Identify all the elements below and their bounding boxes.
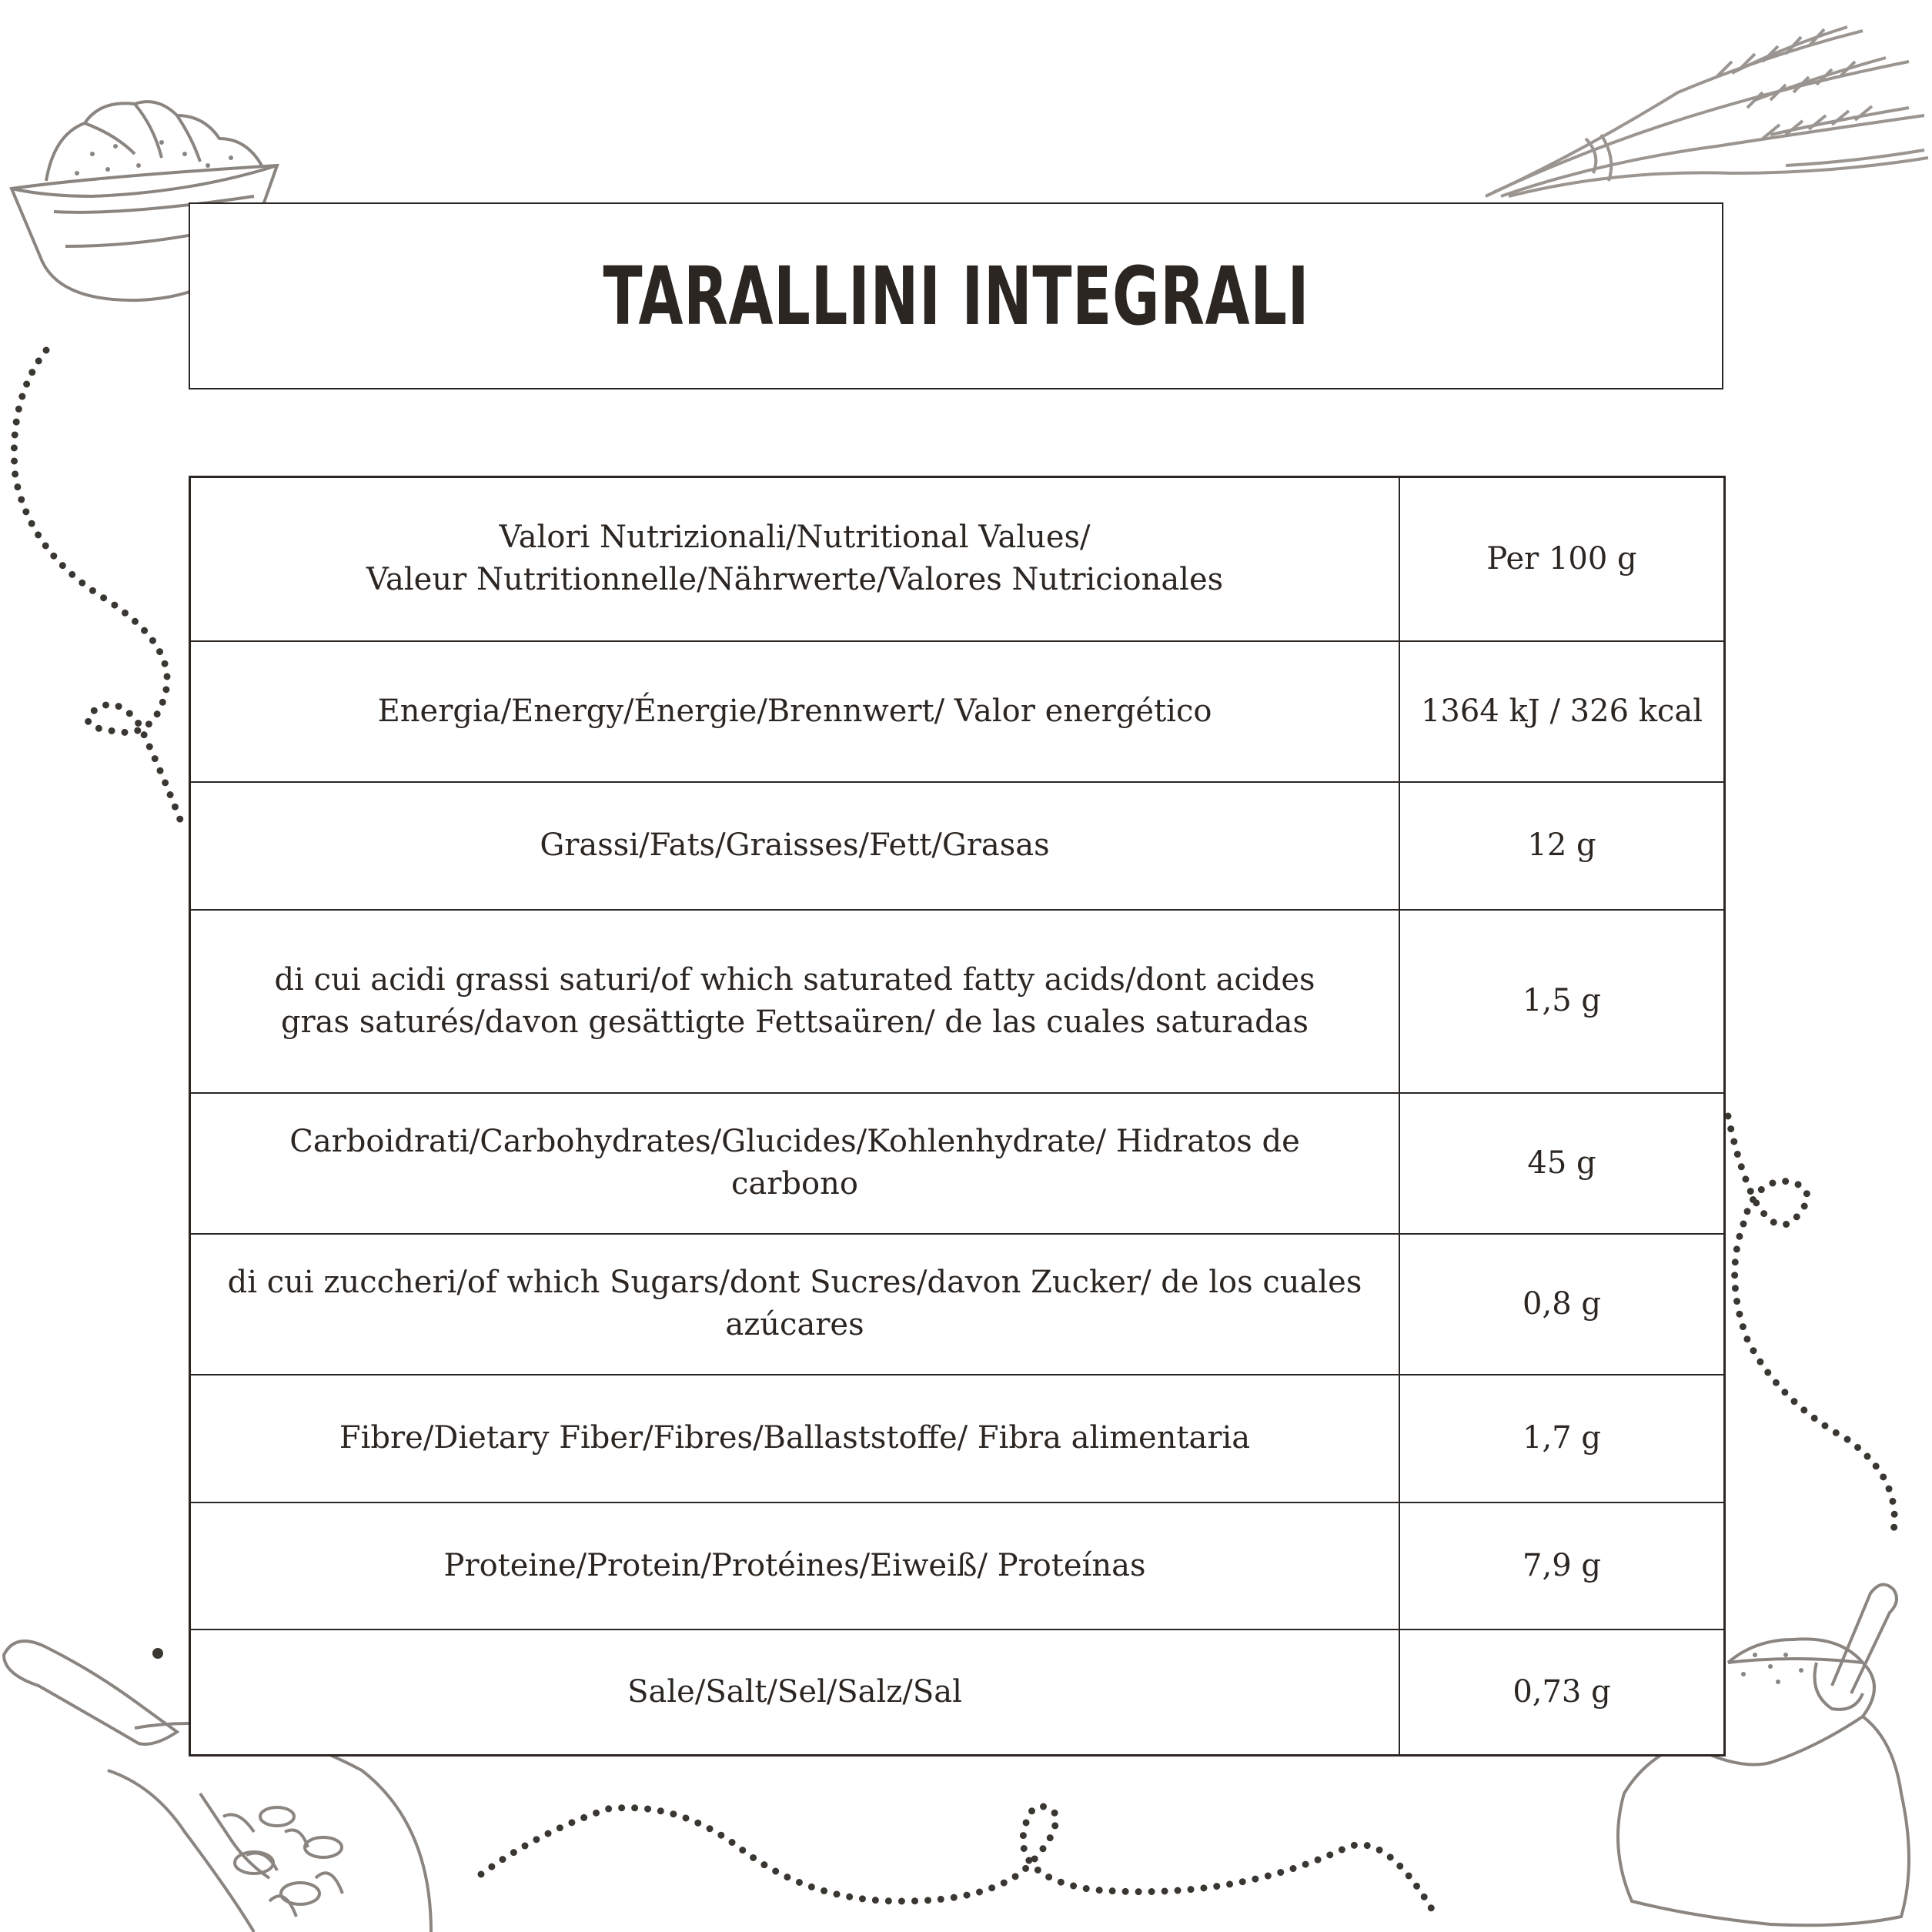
header-label-line-2: Valeur Nutritionnelle/Nährwerte/Valores Nutricionales [366,562,1224,598]
nutrient-label: di cui zuccheri/of which Sugars/dont Sucres/davon Zucker/ de los cuales azúcares [190,1234,1400,1375]
nutrient-label: Proteine/Protein/Protéines/Eiweiß/ Proteínas [190,1502,1400,1629]
nutrient-value: 12 g [1399,782,1724,910]
nutrient-value: 45 g [1399,1093,1724,1234]
header-label-line-1: Valori Nutrizionali/Nutritional Values/ [499,520,1091,556]
table-row [190,1234,1725,1375]
table-header-row [190,477,1725,641]
header-value-cell: Per 100 g [1399,477,1724,641]
dotted-swirl-line [14,350,185,831]
table-row [190,782,1725,910]
table-row [190,1375,1725,1502]
table-row [190,1093,1725,1234]
nutrient-label: di cui acidi grassi saturi/of which saturated fatty acids/dont acides gras saturés/davon gesättigte Fettsaüren/ de las cuales saturadas [190,910,1400,1093]
table-row [190,1629,1725,1756]
nutrient-value: 0,73 g [1399,1629,1724,1756]
nutrient-label: Sale/Salt/Sel/Salz/Sal [190,1629,1400,1756]
table-row [190,910,1725,1093]
header-label-cell [190,477,1400,641]
nutrient-value: 1,7 g [1399,1375,1724,1502]
table-row [190,641,1725,782]
title-box [189,202,1723,389]
nutrient-label: Grassi/Fats/Graisses/Fett/Grasas [190,782,1400,910]
page-title: TARALLINI INTEGRALI [603,249,1309,343]
nutrient-label: Fibre/Dietary Fiber/Fibres/Ballaststoffe/ Fibra alimentaria [190,1375,1400,1502]
nutrient-value: 7,9 g [1399,1502,1724,1629]
nutrient-value: 1364 kJ / 326 kcal [1399,641,1724,782]
nutrient-label: Carboidrati/Carbohydrates/Glucides/Kohlenhydrate/ Hidratos de carbono [190,1093,1400,1234]
wheat-bundle-illustration [1486,27,1928,196]
nutrition-table [189,476,1726,1757]
nutrient-value: 1,5 g [1399,910,1724,1093]
nutrient-label: Energia/Energy/Énergie/Brennwert/ Valor energético [190,641,1400,782]
nutrient-value: 0,8 g [1399,1234,1724,1375]
table-row [190,1502,1725,1629]
